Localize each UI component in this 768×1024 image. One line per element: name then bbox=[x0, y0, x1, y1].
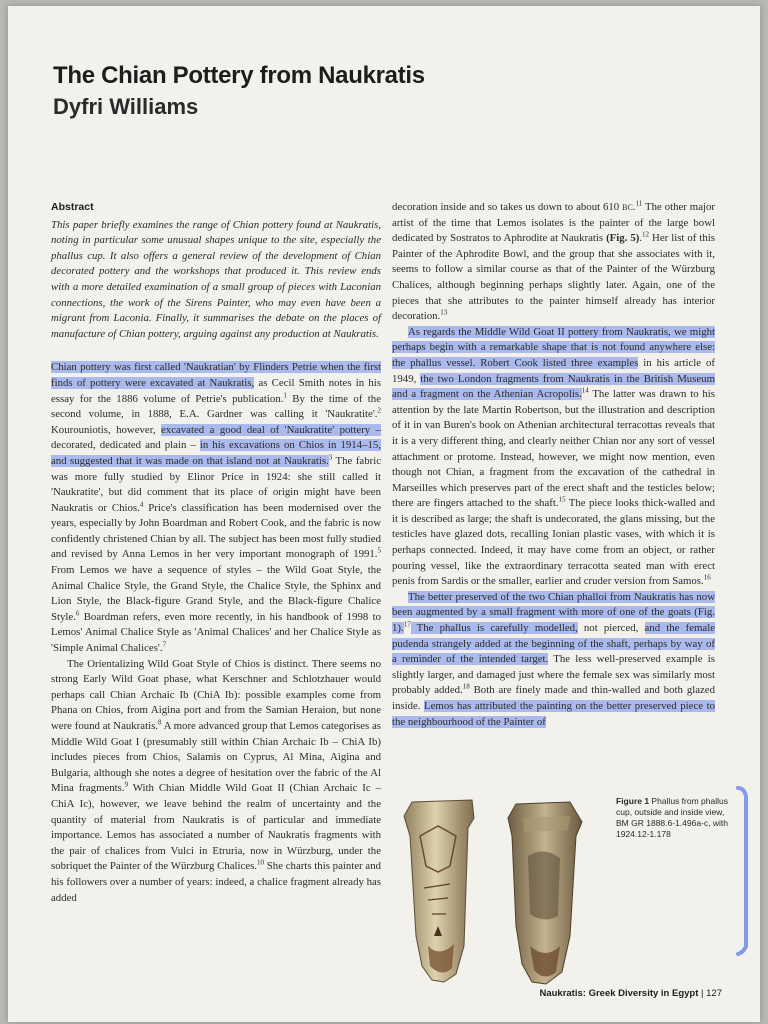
body-text: Both are finely made and thin-walled and both glazed inside. bbox=[392, 684, 715, 712]
footnote-ref: 7 bbox=[162, 640, 167, 649]
phallus-outside-view bbox=[404, 800, 474, 982]
highlighted-text: excavated a good deal of 'Naukratite' pottery – bbox=[161, 423, 381, 436]
footnote-ref: 6 bbox=[75, 609, 80, 618]
document-page bbox=[8, 6, 760, 1022]
footnote-ref: 2 bbox=[377, 406, 381, 415]
footnote-ref: 12 bbox=[642, 230, 650, 239]
right-paragraph-2 bbox=[392, 325, 715, 590]
figure-1-photos bbox=[398, 796, 616, 991]
footnote-ref: 16 bbox=[703, 573, 711, 582]
body-text: The fabric was more fully studied by Elinor Price in 1924: she still called it 'Naukratite', but did comment that its place of origin might have been Naukratis or Chios. bbox=[51, 454, 381, 514]
body-text: The piece looks thick-walled and it is described as large; the shaft is undecorated, the glans missing, but the testicles have glazed dots, recalling Ionian plastic vases, with which it is perhaps connected. Indeed, it may have come from an object, or rather pouring vessel, like the extraordinary terracotta seated man with erect penis from Sardis or the smaller, earlier and cruder version from Samos. bbox=[392, 497, 715, 588]
footnote-ref: 9 bbox=[124, 780, 129, 789]
figure-label: Figure 1 bbox=[616, 796, 650, 806]
body-text: decoration inside and so takes us down to about 610 bbox=[392, 201, 623, 213]
body-text: . bbox=[632, 201, 636, 213]
footer-separator: | bbox=[698, 988, 707, 999]
body-text: Kourouniotis, however, bbox=[51, 423, 161, 436]
footnote-ref: 11 bbox=[635, 199, 643, 208]
body-text: From Lemos we have a sequence of styles – the Wild Goat Style, the Animal Chalice Style, the Grand Style, the Chalice Style, the Sphinx and Lion Style, the Black-figure Grand Style, and the Black-figure Chalice Style. bbox=[51, 564, 381, 623]
body-text: Boardman refers, even more recently, in his handbook of 1998 to Lemos' Animal Chalice Style as 'Animal Chalices' and her Chalice Style as 'Simple Animal Chalices'. bbox=[51, 610, 381, 655]
footnote-ref: 5 bbox=[377, 546, 381, 555]
highlighted-text: The phallus is carefully modelled, bbox=[410, 622, 578, 635]
left-column bbox=[51, 200, 381, 906]
era-abbrev: BC bbox=[622, 203, 633, 212]
footnote-ref: 17 bbox=[403, 620, 411, 629]
article-author: Dyfri Williams bbox=[53, 94, 199, 119]
footer-book-title: Naukratis: Greek Diversity in Egypt bbox=[539, 988, 699, 999]
body-text: decorated, dedicated and plain – bbox=[51, 439, 200, 452]
body-text: She charts this painter and his followers over a number of years: indeed, a chalice fragment already has added bbox=[51, 860, 381, 904]
footnote-ref: 13 bbox=[440, 308, 448, 317]
article-title: The Chian Pottery from Naukratis bbox=[53, 62, 425, 89]
abstract-heading: Abstract bbox=[51, 201, 94, 213]
highlighted-text: Chian pottery was first called 'Naukratian' by Flinders Petrie when the first finds of pottery were excavated at Naukratis, bbox=[51, 361, 381, 389]
body-text: The less well-preserved example is slightly larger, and damaged just where the female sex was similarly most probably added. bbox=[392, 653, 715, 697]
phallus-inside-view bbox=[508, 802, 582, 984]
highlighted-text: and the female pudenda strangely added at the beginning of the shaft, perhaps by way of a reminder of the intended target. bbox=[392, 622, 715, 666]
highlighted-text: the two London fragments from Naukratis in the British Museum and a fragment on the Athenian Acropolis. bbox=[392, 372, 715, 401]
highlighted-text: The better preserved of the two Chian phalloi from Naukratis has now been augmented by a small fragment with more of one of the goats (Fig. 1). bbox=[392, 590, 715, 635]
figure-ref: (Fig. 5) bbox=[606, 232, 640, 245]
body-text: The other major artist of the time that Lemos isolates is the painter of the large bowl dedicated by Sostratos to Aphrodite at Naukratis bbox=[392, 201, 715, 245]
footnote-ref: 10 bbox=[257, 858, 265, 867]
body-text: A more advanced group that Lemos categorises as Middle Wild Goat I (presumably still within Chian Archaic Ib – ChiA Ib) includes pieces from Chios, Salamis on Cyprus, Al Mina, Aigina and Bulgaria, although she notes a degree of hesitation over the fabric of the Al Mina fragments. bbox=[51, 720, 382, 795]
body-text: as Cecil Smith notes in his essay for the 1886 volume of Petrie's publication. bbox=[51, 376, 381, 405]
footnote-ref: 3 bbox=[328, 453, 333, 462]
highlighted-text: Lemos has attributed the painting on the better preserved piece to the neighbourhood of the Painter of bbox=[392, 700, 715, 728]
body-text: . bbox=[639, 232, 643, 245]
footnote-ref: 14 bbox=[581, 386, 589, 395]
caption-text: Phallus from phallus cup, outside and inside view, BM GR 1888.6-1.496a-c, with 1924.12-1.178 bbox=[616, 796, 728, 839]
body-text: Price's classification has been modernised over the years, especially by John Boardman and Robert Cook, and the fabric is now confidently christened Chian by all. The subject has been most fully studied and revised by Anna Lemos in her very important monograph of 1991. bbox=[51, 501, 381, 561]
left-paragraph-1 bbox=[51, 360, 381, 656]
footnote-ref: 15 bbox=[558, 495, 566, 504]
footnote-ref: 18 bbox=[462, 682, 470, 691]
body-text: Her list of this Painter of the Aphrodite Bowl, and the group that she associates with it, seems to follow a similar course as that of the Painter of the Würzburg Chalices, although beginning perhaps slightly later. Again, one of the pieces that she attributes to the painter himself already has interior decoration. bbox=[392, 232, 716, 323]
footnote-ref: 8 bbox=[157, 718, 162, 727]
abstract-text: This paper briefly examines the range of Chian pottery found at Naukratis, noting in particular some unusual shapes unique to the site, especially the phallus cup. It also offers a general review of the development of Chian decorated pottery and the workshops that produced it. This review ends with a more detailed examination of a small group of pieces with Laconian connections, the work of the Sirens Painter, who may even have been a migrant from Laconia. Finally, it summarises the debate on the places of manufacture of Chian pottery, arguing against any production at Naukratis. bbox=[51, 218, 381, 340]
footnote-ref: 4 bbox=[139, 500, 144, 509]
figure-1-caption bbox=[616, 796, 728, 840]
body-text: in his article of 1949, bbox=[392, 356, 715, 385]
page-footer bbox=[539, 988, 722, 999]
body-text: not pierced, bbox=[577, 622, 645, 635]
left-paragraph-2 bbox=[51, 657, 381, 907]
body-text: With Chian Middle Wild Goat II (Chian Archaic Ic – ChiA Ic), however, we leave behind the realm of uncertainty and the quantity of material from Naukratis is of particular and immediate importance. Lemos has associated a number of Naukratis fragments with the pair of chalices from Vulci in Etruria, now in Würzburg, under the sobriquet the Painter of the Würzburg Chalices. bbox=[51, 782, 381, 873]
highlighted-text: in his excavations on Chios in 1914–15, and suggested that it was made on that island not at Naukratis. bbox=[51, 439, 381, 467]
page-number: 127 bbox=[706, 988, 722, 999]
right-paragraph-3 bbox=[392, 590, 715, 730]
body-text: The Orientalizing Wild Goat Style of Chios is distinct. There seems no strong Early Wild Goat phase, what Kerschner and Schlotzhauer would perhaps call Chian Archaic Ib (ChiA Ib): possible examples come from Phana on Chios, from Aigina port and from the Samian Heraion, but none were found at Naukratis. bbox=[51, 657, 381, 732]
margin-highlighter-mark bbox=[734, 786, 754, 956]
body-text: By the time of the second volume, in 1888, E.A. Gardner was calling it 'Naukratite'. bbox=[51, 392, 381, 421]
footnote-ref: 1 bbox=[283, 390, 287, 399]
body-text: The latter was drawn to his attention by the late Martin Robertson, but the illustration and description of it in van Buren's book on Athenian architectural terracottas reveals that it is a very different thing, and clearly neither Chian nor any sort of vessel attachment or protome. Instead, however, we might now mention, even though not Chian, a fragment from the excavation of the cathedral in Marseilles which preserves part of the erect shaft and the testicles below; there are fingers attached to the shaft. bbox=[392, 388, 715, 510]
right-column bbox=[392, 200, 715, 730]
right-paragraph-1 bbox=[392, 200, 715, 325]
highlighted-text: As regards the Middle Wild Goat II pottery from Naukratis, we might perhaps begin with a remarkable shape that is not found anywhere else: the phallus vessel. Robert Cook listed three examples bbox=[392, 325, 715, 369]
